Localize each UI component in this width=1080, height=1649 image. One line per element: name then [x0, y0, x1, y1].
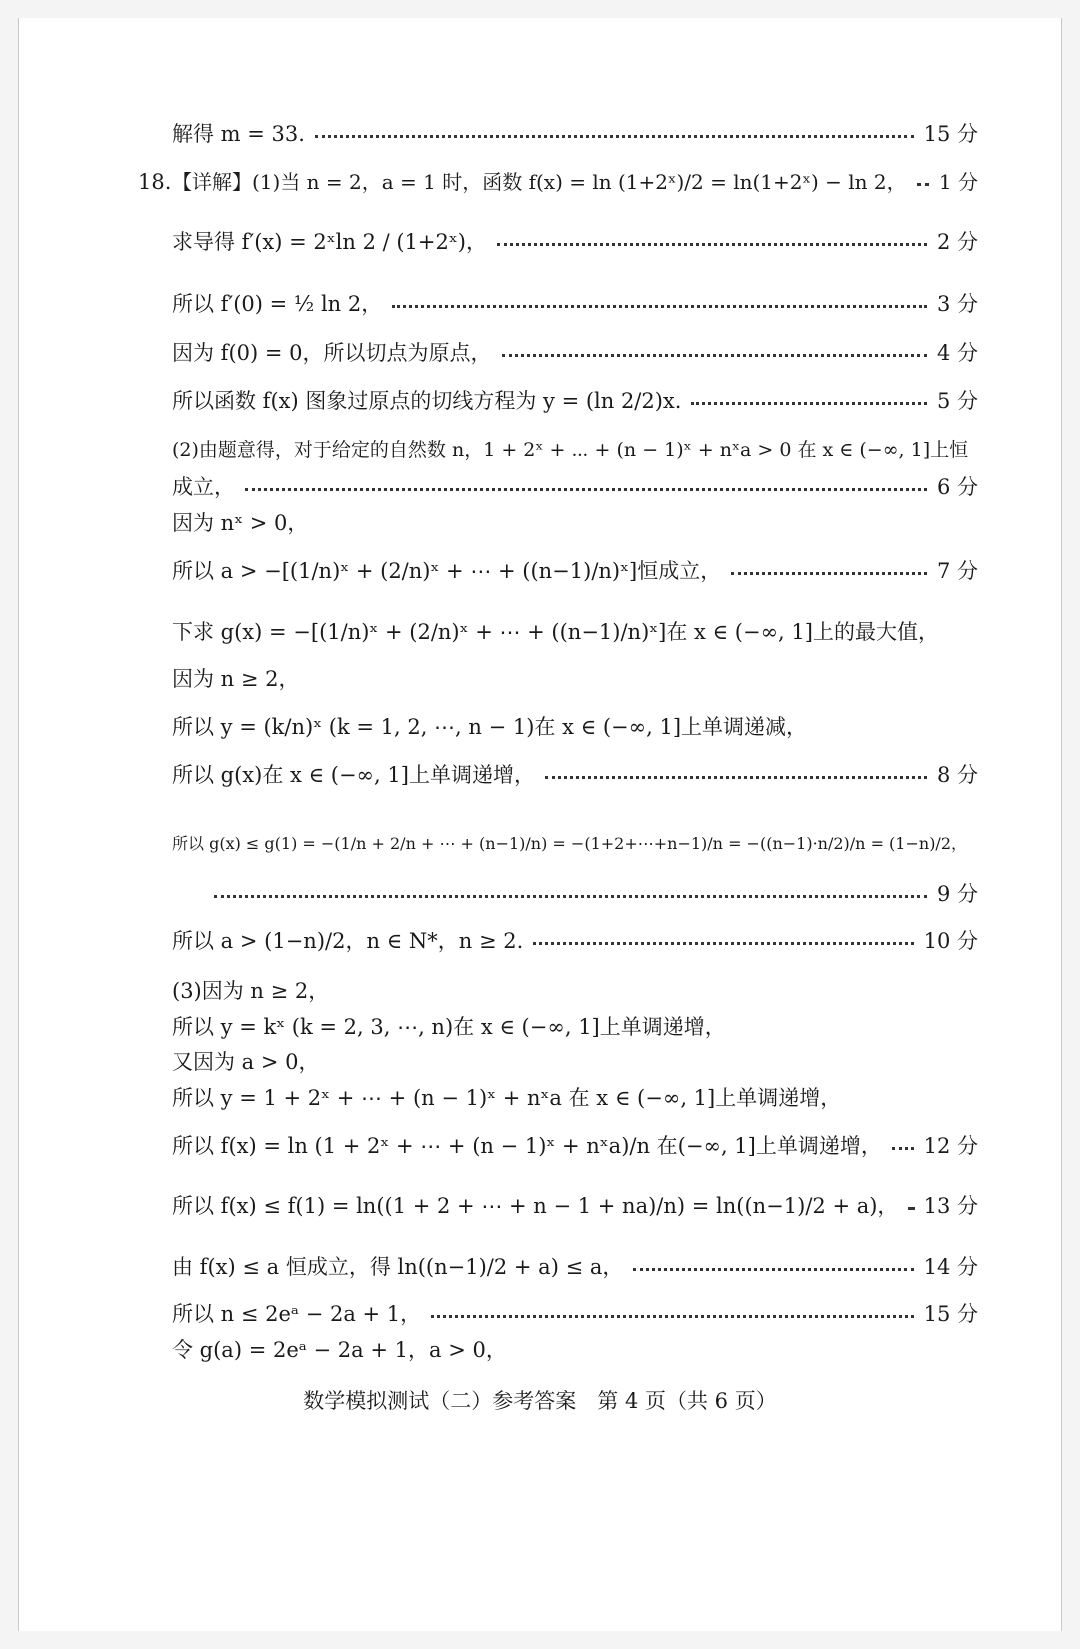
score-label: 14 分: [923, 1255, 978, 1279]
solution-line: 解得 m = 33. 15 分: [172, 122, 978, 146]
solution-line: 求导得 f′(x) = 2ˣln 2 / (1+2ˣ)， 2 分: [172, 230, 978, 254]
solution-line: (3)因为 n ≥ 2，: [172, 979, 330, 1003]
score-label: 2 分: [936, 230, 978, 254]
leader-dots: [545, 776, 927, 779]
score-label: 1 分: [938, 170, 978, 194]
leader-dots: [245, 488, 927, 491]
leader-dots: [917, 183, 929, 186]
solution-line: 因为 n ≥ 2，: [172, 667, 300, 691]
leader-dots: [892, 1147, 914, 1150]
leader-dots: [431, 1315, 913, 1318]
solution-line: 所以 a > (1−n)/2，n ∈ N*，n ≥ 2. 10 分: [172, 929, 978, 953]
score-label: 15 分: [923, 122, 978, 146]
solution-line: 成立， 6 分: [172, 475, 978, 499]
solution-line: 令 g(a) = 2eᵃ − 2a + 1，a > 0，: [172, 1338, 507, 1362]
score-label: 12 分: [923, 1134, 978, 1158]
leader-dots: [315, 135, 914, 138]
solution-line: 所以 f(x) = ln (1 + 2ˣ + ⋯ + (n − 1)ˣ + nˣa)/n 在(−∞, 1]上单调递增， 12 分: [172, 1134, 978, 1158]
score-label: 6 分: [936, 475, 978, 499]
leader-dots: [392, 305, 927, 308]
solution-line: 所以 f(x) ≤ f(1) = ln((1 + 2 + ⋯ + n − 1 + na)/n) = ln((n−1)/2 + a)， 13 分: [172, 1194, 978, 1218]
score-label: 3 分: [936, 292, 978, 316]
score-label: 4 分: [936, 341, 978, 365]
solution-line: 【详解】(1)当 n = 2，a = 1 时，函数 f(x) = ln (1+2ˣ)/2 = ln(1+2ˣ) − ln 2， 1 分: [172, 170, 978, 194]
solution-line: 所以 a > −[(1/n)ˣ + (2/n)ˣ + ⋯ + ((n−1)/n)ˣ]恒成立， 7 分: [172, 559, 978, 583]
solution-line: 由 f(x) ≤ a 恒成立，得 ln((n−1)/2 + a) ≤ a， 14 分: [172, 1255, 978, 1279]
score-label: 5 分: [936, 389, 978, 413]
leader-dots: [497, 243, 927, 246]
score-label: 15 分: [923, 1302, 978, 1326]
solution-line: 下求 g(x) = −[(1/n)ˣ + (2/n)ˣ + ⋯ + ((n−1)/n)ˣ]在 x ∈ (−∞, 1]上的最大值，: [172, 620, 939, 644]
solution-line: 所以函数 f(x) 图象过原点的切线方程为 y = (ln 2/2)x. 5 分: [172, 389, 978, 413]
solution-line: 所以 g(x)在 x ∈ (−∞, 1]上单调递增， 8 分: [172, 763, 978, 787]
score-label: 13 分: [923, 1194, 978, 1218]
solution-line: 又因为 a > 0，: [172, 1050, 320, 1074]
solution-line: 所以 g(x) ≤ g(1) = −(1/n + 2/n + ⋯ + (n−1)/n) = −(1+2+⋯+n−1)/n = −((n−1)·n/2)/n = (1−n)/2，: [172, 834, 968, 853]
leader-dots: [502, 354, 927, 357]
solution-line: 所以 y = kˣ (k = 2, 3, ⋯, n)在 x ∈ (−∞, 1]上单调递增，: [172, 1015, 726, 1039]
problem-number: 18.: [138, 170, 172, 194]
solution-line: 因为 nˣ > 0，: [172, 511, 309, 535]
score-label: 9 分: [936, 882, 978, 906]
leader-dots: [633, 1268, 913, 1271]
solution-line: 所以 f′(0) = ½ ln 2， 3 分: [172, 292, 978, 316]
leader-dots: [691, 402, 926, 405]
leader-dots: [533, 942, 913, 945]
score-label: 10 分: [923, 929, 978, 953]
solution-line: 所以 n ≤ 2eᵃ − 2a + 1， 15 分: [172, 1302, 978, 1326]
leader-dots: [731, 572, 927, 575]
solution-line: [214, 882, 978, 907]
solution-line: 所以 y = 1 + 2ˣ + ⋯ + (n − 1)ˣ + nˣa 在 x ∈ (−∞, 1]上单调递增，: [172, 1086, 842, 1110]
solution-line: (2)由题意得，对于给定的自然数 n，1 + 2ˣ + ⋯ + (n − 1)ˣ + nˣa > 0 在 x ∈ (−∞, 1]上恒: [172, 439, 969, 461]
score-label: 8 分: [936, 763, 978, 787]
solution-line: 因为 f(0) = 0，所以切点为原点， 4 分: [172, 341, 978, 365]
score-label: 7 分: [936, 559, 978, 583]
solution-line: 所以 y = (k/n)ˣ (k = 1, 2, ⋯, n − 1)在 x ∈ (−∞, 1]上单调递减，: [172, 715, 808, 739]
page-footer: 数学模拟测试（二）参考答案 第 4 页（共 6 页）: [303, 1389, 777, 1413]
leader-dots: [908, 1207, 913, 1210]
leader-dots: [214, 895, 927, 898]
